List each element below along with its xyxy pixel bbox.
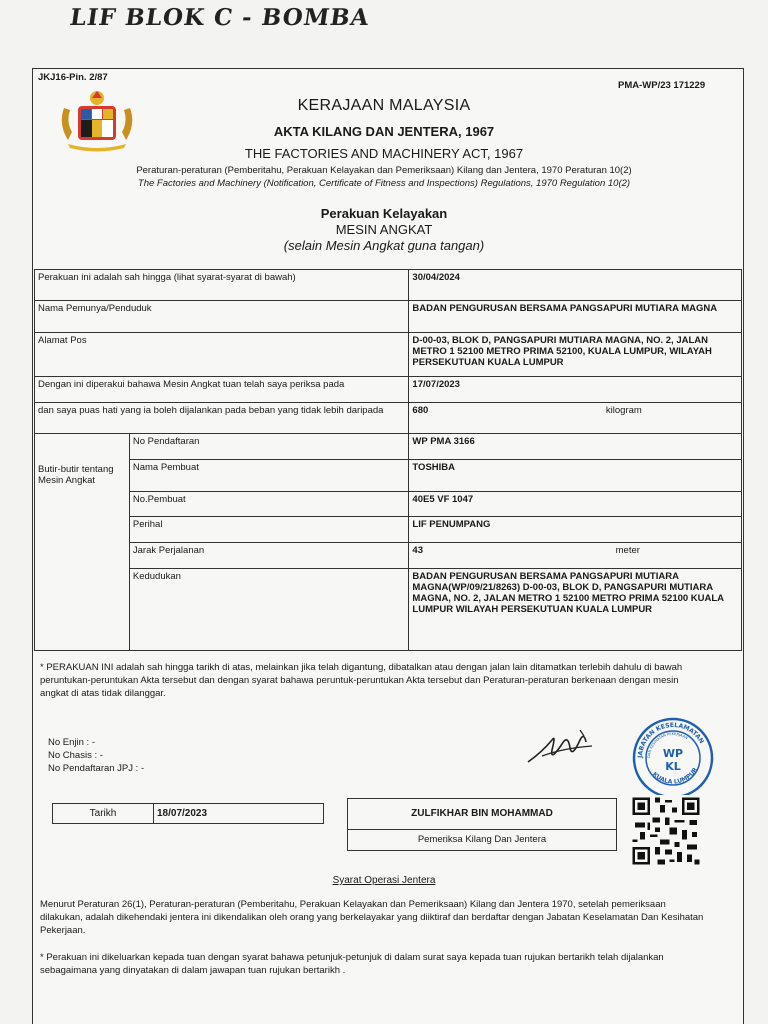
certificate-title: Perakuan Kelayakan bbox=[320, 206, 448, 221]
location-value: BADAN PENGURUSAN BERSAMA PANGSAPURI MUTIARA MAGNA(WP/09/21/8263) D-00-03, BLOK D, PANGSAPURI MUTIARA MAGNA, NO. 2, JALAN METRO 1 52100 METRO PRIMA 52100 KUALA LUMPUR WILAYAH PERSEKUTUAN KUALA LUMPUR bbox=[409, 569, 742, 651]
valid-until-label: Perakuan ini adalah sah hingga (lihat syarat-syarat di bawah) bbox=[35, 270, 409, 301]
regulation-malay: Peraturan-peraturan (Pemberitahu, Perakuan Kelayakan dan Pemeriksaan) Kilang dan Jentera, 1970 Peraturan 10(2) bbox=[136, 165, 632, 176]
official-seal-stamp bbox=[632, 717, 714, 799]
address-label: Alamat Pos bbox=[35, 333, 409, 377]
load-value: 680 bbox=[412, 405, 429, 416]
load-unit: kilogram bbox=[605, 405, 642, 416]
valid-until-value: 30/04/2024 bbox=[409, 270, 742, 301]
reg-no-value: WP PMA 3166 bbox=[409, 434, 742, 460]
location-label: Kedudukan bbox=[129, 569, 409, 651]
maker-no-value: 40E5 VF 1047 bbox=[409, 492, 742, 517]
engine-number: No Enjin : - bbox=[48, 737, 95, 748]
inspector-title-box bbox=[347, 829, 617, 851]
chassis-number: No Chasis : - bbox=[48, 750, 103, 761]
jpj-registration: No Pendaftaran JPJ : - bbox=[48, 763, 145, 774]
travel-unit: meter bbox=[615, 545, 640, 556]
travel-value: 43 bbox=[412, 545, 423, 556]
seal-bottom-text: KUALA LUMPUR bbox=[650, 766, 700, 786]
act-english: THE FACTORIES AND MACHINERY ACT, 1967 bbox=[244, 146, 524, 161]
load-label: dan saya puas hati yang ia boleh dijalankan pada beban yang tidak lebih daripada bbox=[35, 403, 409, 434]
conditions-footnote: * Perakuan ini dikeluarkan kepada tuan dengan syarat bahawa petunjuk-petunjuk di dalam surat saya kepada tuan rujukan bertarikh telah dijalankan sebagaimana yang dinyatakan di dalam jawapan tuan rujukan bertarikh . bbox=[40, 952, 664, 976]
address-value: D-00-03, BLOK D, PANGSAPURI MUTIARA MAGNA, NO. 2, JALAN METRO 1 52100 METRO PRIMA 52100, KUALA LUMPUR, WILAYAH PERSEKUTUAN KUALA LUMPUR bbox=[409, 333, 742, 377]
seal-center-bottom: KL bbox=[665, 760, 681, 773]
load-cell bbox=[409, 403, 742, 434]
date-label: Tarikh bbox=[53, 804, 154, 823]
form-code: JKJ16-Pin. 2/87 bbox=[38, 72, 108, 83]
maker-value: TOSHIBA bbox=[409, 460, 742, 492]
date-value: 18/07/2023 bbox=[157, 808, 208, 819]
seal-inner-text: DAN KESIHATAN PEKERJAAN bbox=[646, 731, 689, 759]
act-malay: AKTA KILANG DAN JENTERA, 1967 bbox=[273, 124, 495, 139]
description-value: LIF PENUMPANG bbox=[409, 517, 742, 543]
maker-no-label: No.Pembuat bbox=[129, 492, 409, 517]
operation-conditions-title: Syarat Operasi Jentera bbox=[332, 875, 436, 886]
owner-value: BADAN PENGURUSAN BERSAMA PANGSAPURI MUTIARA MAGNA bbox=[409, 301, 742, 333]
inspector-name: ZULFIKHAR BIN MOHAMMAD bbox=[411, 808, 553, 819]
certificate-subtitle: MESIN ANGKAT bbox=[335, 222, 433, 237]
seal-top-text: JABATAN KESELAMATAN bbox=[636, 721, 706, 759]
inspected-value: 17/07/2023 bbox=[409, 377, 742, 403]
regulation-english: The Factories and Machinery (Notification, Certificate of Fitness and Inspections) Regulations, 1970 Regulation 10(2) bbox=[137, 178, 631, 189]
travel-cell bbox=[409, 543, 742, 569]
inspected-label: Dengan ini diperakui bahawa Mesin Angkat tuan telah saya periksa pada bbox=[35, 377, 409, 403]
operation-conditions-text: Menurut Peraturan 26(1), Peraturan-peraturan (Pemberitahu, Perakuan Kelayakan dan Pemeriksaan) Kilang dan Jentera 1970, setelah pemeriksaan dilakukan, adalah dikehendaki jentera ini dikendalikan oleh orang yang berkelayakar yang diiktiraf dan berdaftar dengan Jabatan Keselamatan Dan Kesihatan Pekerjaan. bbox=[40, 899, 704, 936]
signature bbox=[522, 722, 602, 770]
maker-label: Nama Pembuat bbox=[129, 460, 409, 492]
travel-label: Jarak Perjalanan bbox=[129, 543, 409, 569]
validity-footnote: * PERAKUAN INI adalah sah hingga tarikh di atas, melainkan jika telah digantung, dibatalkan atau dengan jalan lain ditamatkan terlebih dahulu di bawah peruntukan-peruntukan Akta tersebut dan dengan syarat bahawa peruntuk-peruntukan Akta tersebut dan Peraturan-peraturan berkenaan dengan mesin angkat di atas tidak dilanggar. bbox=[40, 662, 683, 699]
inspector-title: Pemeriksa Kilang Dan Jentera bbox=[417, 834, 547, 845]
description-label: Perihal bbox=[129, 517, 409, 543]
date-box bbox=[52, 803, 324, 824]
certificate-note: (selain Mesin Angkat guna tangan) bbox=[283, 238, 485, 253]
details-table bbox=[34, 269, 742, 651]
handwritten-note: LIF BLOK C - BOMBA bbox=[68, 4, 372, 31]
inspector-name-box bbox=[347, 798, 617, 830]
machine-details-label: Butir-butir tentang Mesin Angkat bbox=[35, 434, 130, 651]
qr-code bbox=[628, 795, 704, 867]
reference-number: PMA-WP/23 171229 bbox=[618, 80, 706, 91]
owner-label: Nama Pemunya/Penduduk bbox=[35, 301, 409, 333]
header-title: KERAJAAN MALAYSIA bbox=[297, 97, 471, 114]
reg-no-label: No Pendaftaran bbox=[129, 434, 409, 460]
seal-center-top: WP bbox=[662, 747, 684, 760]
